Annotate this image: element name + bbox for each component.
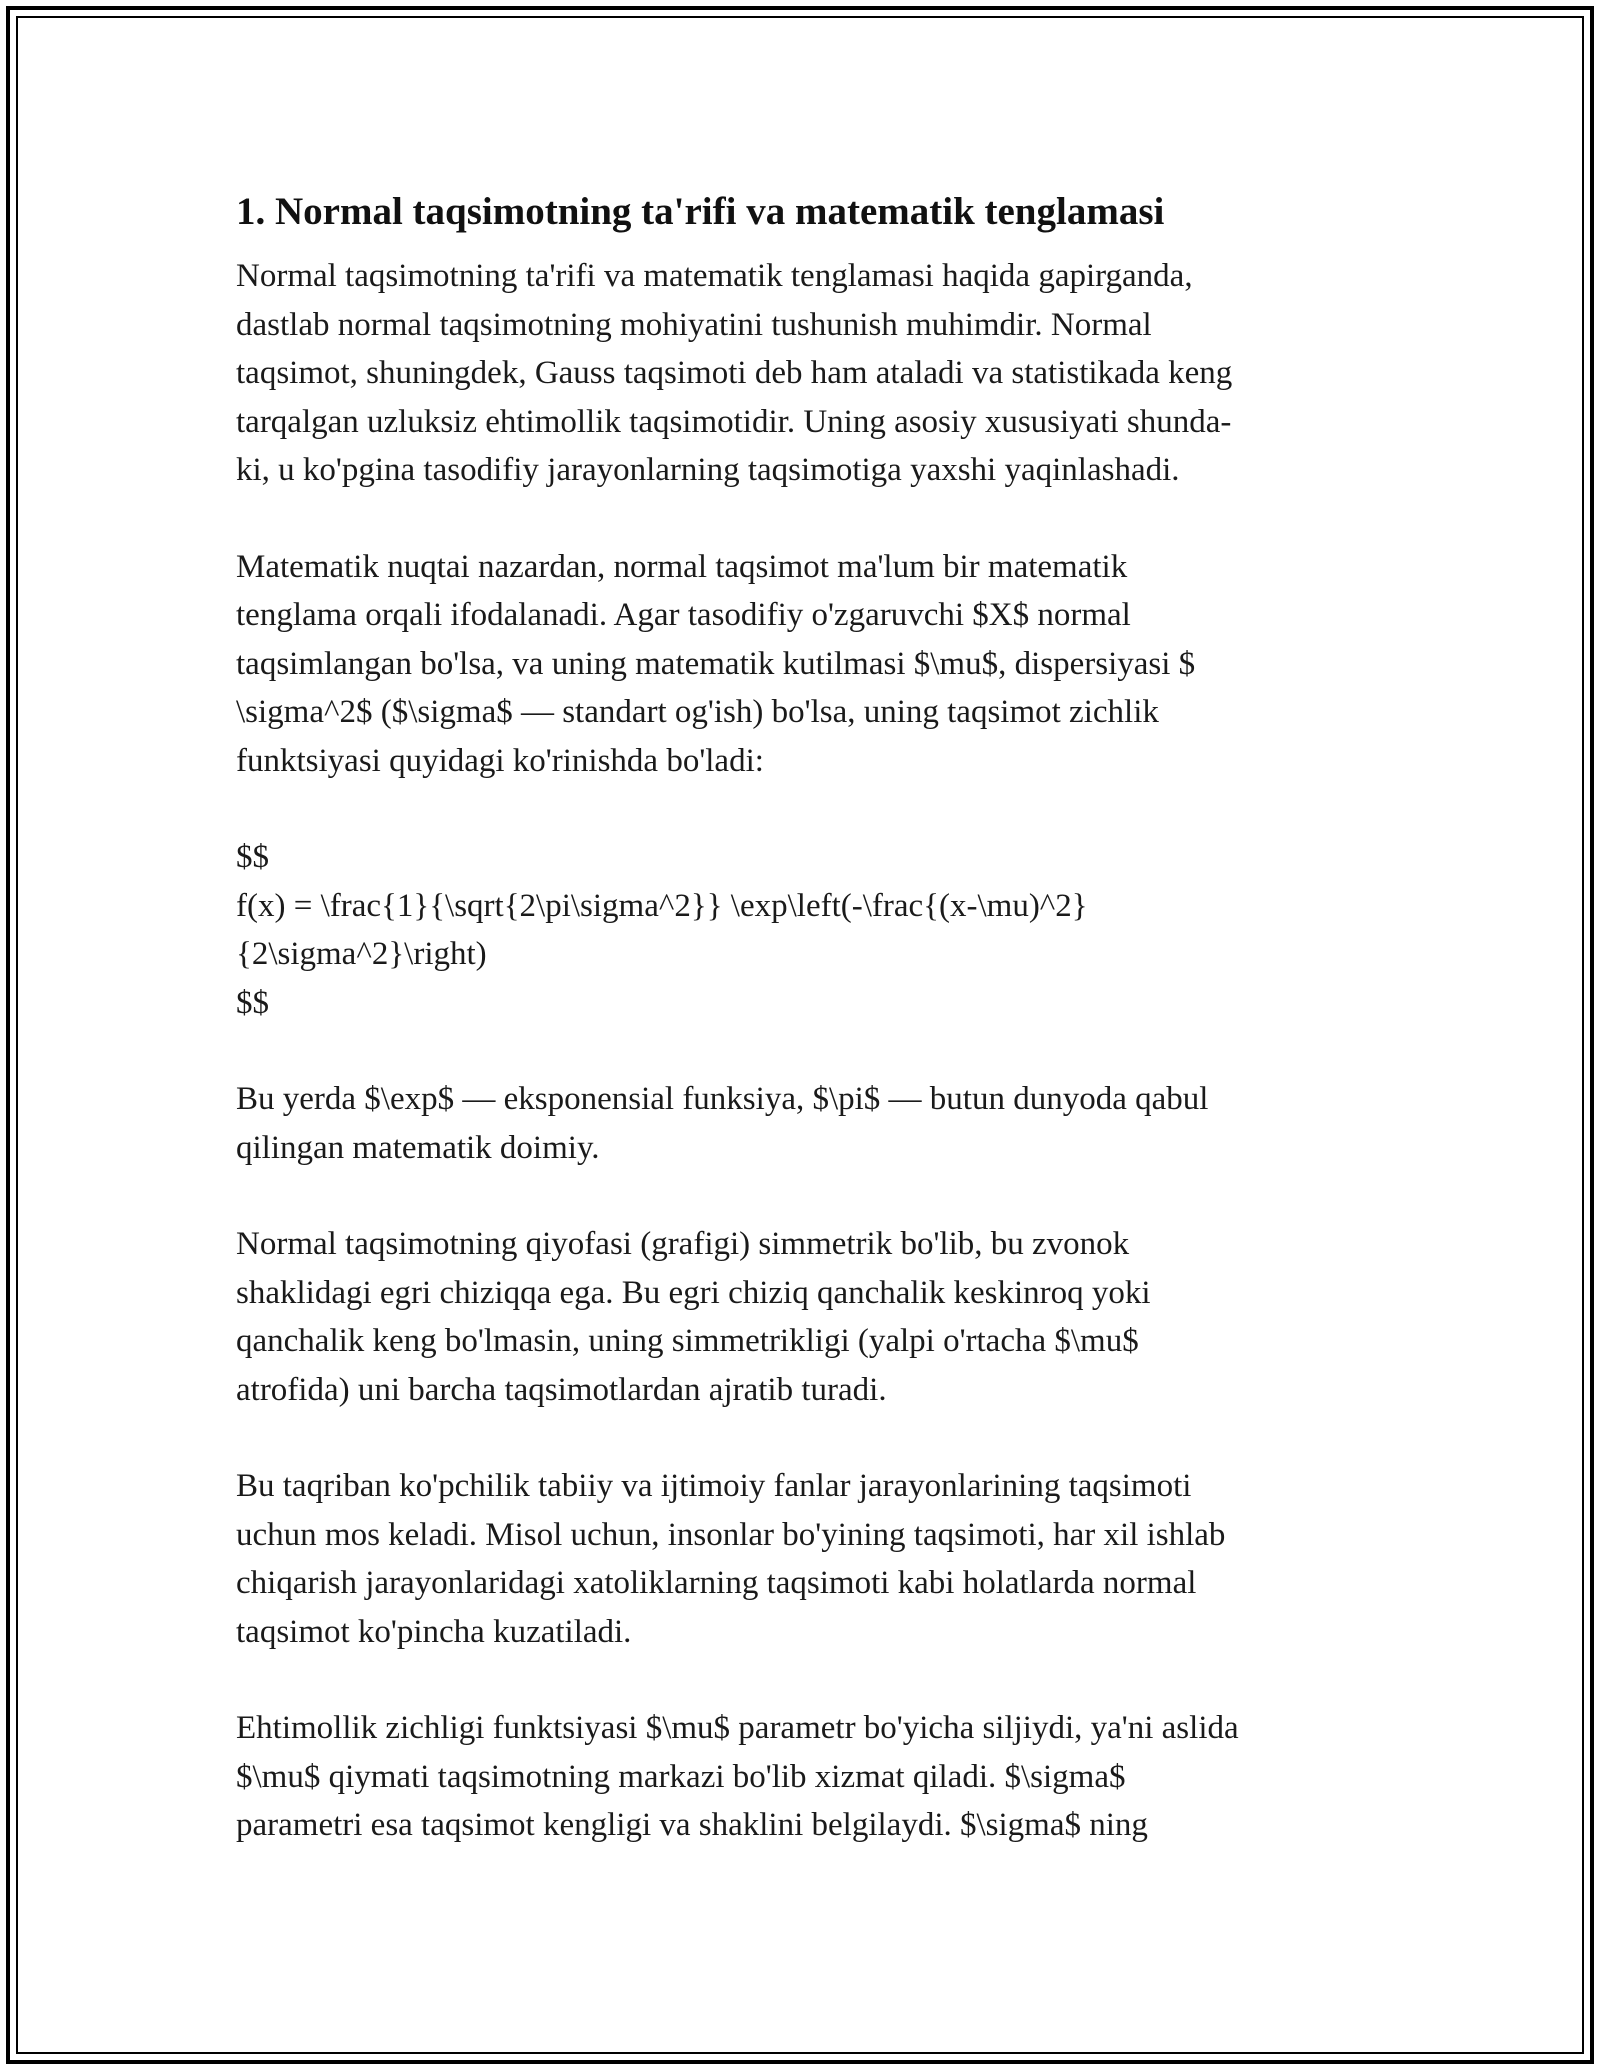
paragraph bbox=[236, 1704, 1346, 1850]
section-heading: 1. Normal taqsimotning ta'rifi va matematik tenglamasi bbox=[236, 190, 1165, 233]
text-line: taqsimot, shuningdek, Gauss taqsimoti deb ham ataladi va statistikada keng bbox=[236, 355, 1233, 391]
paragraph bbox=[236, 543, 1346, 786]
text-line: tarqalgan uzluksiz ehtimollik taqsimotidir. Uning asosiy xususiyati shunda- bbox=[236, 403, 1232, 440]
text-line: {2\sigma^2}\right) bbox=[236, 936, 487, 972]
paragraph bbox=[236, 252, 1346, 495]
text-line: dastlab normal taqsimotning mohiyatini tushunish muhimdir. Normal bbox=[236, 306, 1152, 343]
text-line: Normal taqsimotning ta'rifi va matematik tenglamasi haqida gapirganda, bbox=[236, 258, 1193, 294]
text-line: f(x) = \frac{1}{\sqrt{2\pi\sigma^2}} \exp\left(-\frac{(x-\mu)^2} bbox=[236, 887, 1088, 924]
text-line: $$ bbox=[236, 839, 269, 875]
text-line: chiqarish jarayonlaridagi xatoliklarning taqsimoti kabi holatlarda normal bbox=[236, 1565, 1197, 1601]
text-line: atrofida) uni barcha taqsimotlardan ajratib turadi. bbox=[236, 1371, 887, 1408]
paragraph bbox=[236, 1462, 1346, 1656]
text-line: Ehtimollik zichligi funktsiyasi $\mu$ parametr bo'yicha siljiydi, ya'ni aslida bbox=[236, 1710, 1239, 1746]
text-line: funktsiyasi quyidagi ko'rinishda bo'ladi: bbox=[236, 742, 764, 779]
text-line: qilingan matematik doimiy. bbox=[236, 1129, 600, 1166]
formula-block bbox=[236, 833, 1346, 1027]
text-line: $\mu$ qiymati taqsimotning markazi bo'lib xizmat qiladi. $\sigma$ bbox=[236, 1758, 1126, 1795]
text-line: taqsimot ko'pincha kuzatiladi. bbox=[236, 1613, 632, 1650]
text-line: Bu taqriban ko'pchilik tabiiy va ijtimoiy fanlar jarayonlarining taqsimoti bbox=[236, 1468, 1192, 1504]
text-line: qanchalik keng bo'lmasin, uning simmetrikligi (yalpi o'rtacha $\mu$ bbox=[236, 1323, 1139, 1359]
text-line: tenglama orqali ifodalanadi. Agar tasodifiy o'zgaruvchi $X$ normal bbox=[236, 597, 1131, 633]
text-line: Bu yerda $\exp$ — eksponensial funksiya, $\pi$ — butun dunyoda qabul bbox=[236, 1081, 1209, 1117]
text-line: Matematik nuqtai nazardan, normal taqsimot ma'lum bir matematik bbox=[236, 548, 1128, 585]
text-line: ki, u ko'pgina tasodifiy jarayonlarning taqsimotiga yaxshi yaqinlashadi. bbox=[236, 452, 1180, 488]
document-body bbox=[236, 186, 1346, 1898]
paragraph bbox=[236, 1220, 1346, 1414]
text-line: taqsimlangan bo'lsa, va uning matematik kutilmasi $\mu$, dispersiyasi $ bbox=[236, 645, 1196, 682]
text-line: \sigma^2$ ($\sigma$ — standart og'ish) bo'lsa, uning taqsimot zichlik bbox=[236, 694, 1159, 730]
paragraph bbox=[236, 1075, 1346, 1172]
text-line: Normal taqsimotning qiyofasi (grafigi) simmetrik bo'lib, bu zvonok bbox=[236, 1226, 1130, 1262]
text-line: uchun mos keladi. Misol uchun, insonlar bo'yining taqsimoti, har xil ishlab bbox=[236, 1516, 1226, 1553]
text-line: $$ bbox=[236, 984, 269, 1021]
text-line: shaklidagi egri chiziqqa ega. Bu egri chiziq qanchalik keskinroq yoki bbox=[236, 1274, 1151, 1311]
paragraph-list bbox=[236, 252, 1346, 1850]
text-line: parametri esa taqsimot kengligi va shaklini belgilaydi. $\sigma$ ning bbox=[236, 1807, 1148, 1843]
